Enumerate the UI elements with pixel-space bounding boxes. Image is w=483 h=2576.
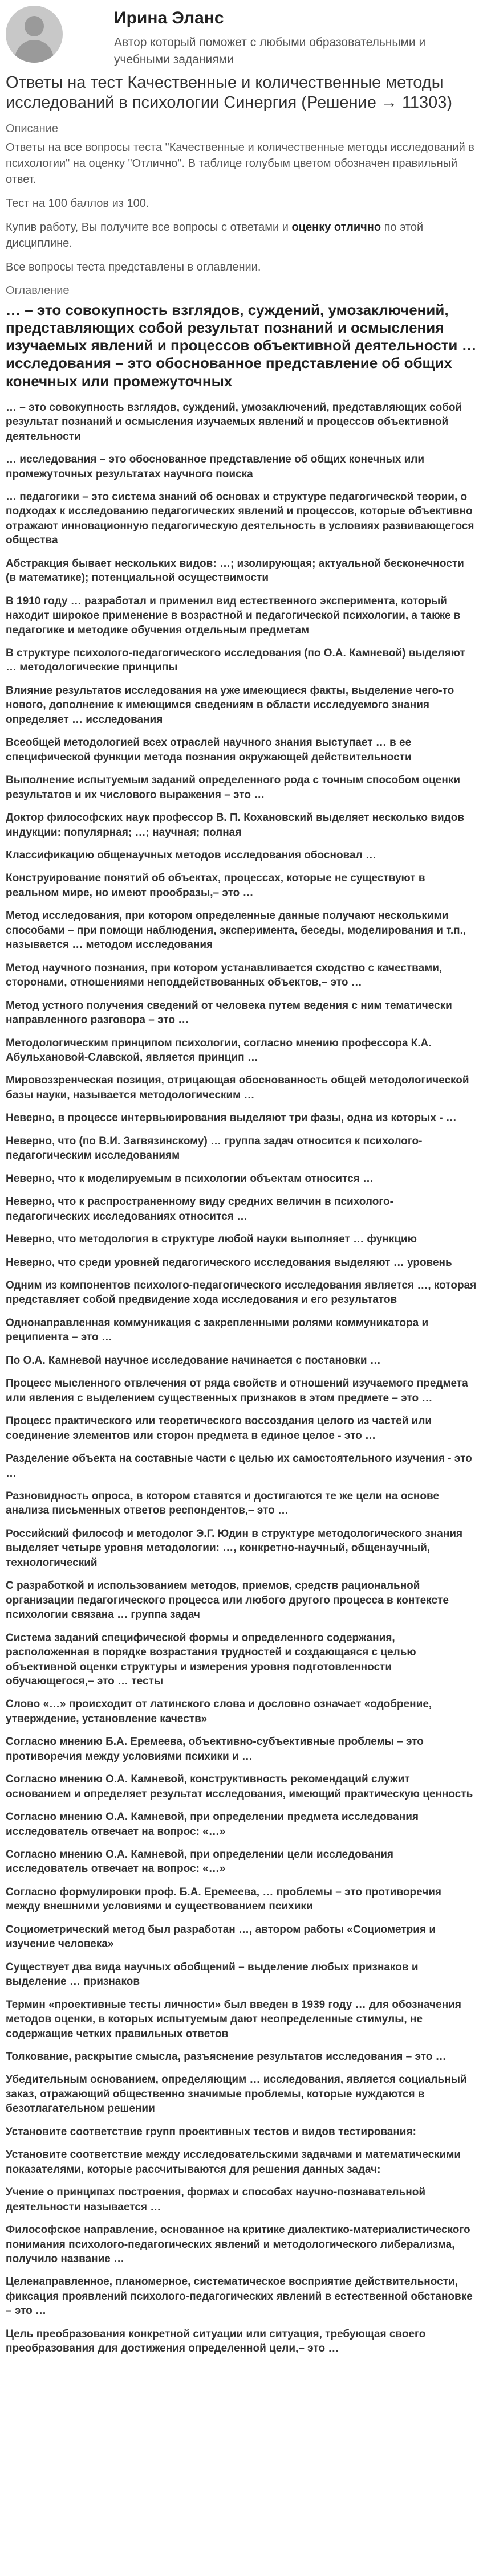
toc-item: Метод исследования, при котором определенные данные получают несколькими способами – при помощи наблюдения, эксперимента, беседы, моделирования и т.п., называется … методом исследования (6, 910, 466, 951)
toc-item: В структуре психолого-педагогического исследования (по О.А. Камневой) выделяют … методологические принципы (6, 647, 465, 674)
toc-item: Всеобщей методологией всех отраслей научного знания выступает … в ее специфической функции метода познания окружающей действительности (6, 737, 412, 763)
toc-item: … педагогики – это система знаний об основах и структуре педагогической теории, о подходах к исследованию педагогических явлений и процессов, которые объективно отражают инновационную педагогическую деятельность в условиях развивающегося общества (6, 490, 474, 547)
toc-item: Социометрический метод был разработан …, автором работы «Социометрия и изучение человека» (6, 1923, 436, 1951)
score-text: Тест на 100 баллов из 100. (6, 197, 149, 210)
toc-item: Классификацию общенаучных методов исследования обосновал … (6, 849, 376, 862)
toc-item: … – это совокупность взглядов, суждений, умозаключений, представляющих собой результат познаний и осмысления изучаемых явлений и процессов объективной деятельности (6, 401, 462, 443)
toc-item: Неверно, что к моделируемым в психологии объектам относится … (6, 1172, 374, 1185)
toc-item: Метод научного познания, при котором устанавливается сходство с качествами, сторонами, отношениями неподдействованных объектов,– это … (6, 962, 443, 989)
toc-item: Российский философ и методолог Э.Г. Юдин в структуре методологического знания выделяет четыре уровня методологии: …, конкретно-научный, общенаучный, технологический (6, 1527, 463, 1569)
purchase-note-prefix: Купив работу, Вы получите все вопросы с ответами и (6, 220, 292, 234)
purchase-note-suffix: по этой дисциплине. (6, 220, 424, 250)
author-description: Автор который поможет с любыми образовательными и учебными заданиями (114, 36, 426, 67)
toc-item: Неверно, что среди уровней педагогического исследования выделяют … уровень (6, 1256, 452, 1269)
table-of-contents (6, 301, 477, 2356)
toc-item: Согласно мнению О.А. Камневой, при определении предмета исследования исследователь отвечает на вопрос: «…» (6, 1811, 419, 1838)
toc-item: … исследования – это обоснованное представление об общих конечных или промежуточных результатах научного поиска (6, 453, 425, 480)
author-info (114, 6, 477, 69)
toc-item: Доктор философских наук профессор В. П. Кохановский выделяет несколько видов индукции: популярная; …; научная; полная (6, 812, 465, 839)
toc-item: Влияние результатов исследования на уже имеющиеся факты, выделение чего-то нового, дополнение к имеющимся сведениям в области исследуемого знания определяет … исследования (6, 684, 454, 726)
page-title: Ответы на тест Качественные и количественные методы исследований в психологии Синергия (Решение → 11303) (6, 73, 453, 112)
toc-item: Одним из компонентов психолого-педагогического исследования является …, которая представляет собой предвидение хода исследования и его результатов (6, 1279, 477, 1306)
toc-item: Метод устного получения сведений от человека путем ведения с ним тематически направленного разговора – это … (6, 999, 452, 1027)
toc-item: Абстракция бывает нескольких видов: …; изолирующая; актуальной бесконечности (в математике); потенциальной осуществимости (6, 557, 464, 584)
toc-item: Толкование, раскрытие смысла, разъяснение результатов исследования – это … (6, 2051, 447, 2063)
toc-label: Оглавление (6, 284, 70, 297)
toc-item: Однонаправленная коммуникация с закрепленными ролями коммуникатора и реципиента – это … (6, 1316, 429, 1344)
purchase-note-bold: оценку отлично (291, 220, 381, 234)
toc-item: Философское направление, основанное на критике диалектико-материалистического понимания психолого-педагогических явлений и методологического либерализма, получило название … (6, 2224, 470, 2265)
toc-item: Неверно, что к распространенному виду средних величин в психолого-педагогических исследованиях относится … (6, 1196, 393, 1222)
toc-item: С разработкой и использованием методов, приемов, средств рациональной организации педагогического процесса или любого другого процесса в контексте психологии связана … группа задач (6, 1580, 449, 1621)
avatar-placeholder-body (15, 40, 54, 63)
toc-item: Разновидность опроса, в котором ставятся и достигаются те же цели на основе анализа письменных ответов респондентов,– это … (6, 1490, 440, 1517)
toc-item: Методологическим принципом психологии, согласно мнению профессора К.А. Абульхановой-Славской, является принцип … (6, 1037, 432, 1064)
toc-note: Все вопросы теста представлены в оглавлении. (6, 260, 261, 273)
toc-item: По О.А. Камневой научное исследование начинается с постановки … (6, 1354, 381, 1367)
description-label: Описание (6, 122, 59, 135)
toc-item: Система заданий специфической формы и определенного содержания, расположенная в порядке возрастания трудностей и создающаяся с целью объективной оценки структуры и измерения уровня подготовленности обучающегося,– это … тесты (6, 1632, 416, 1687)
toc-item: … – это совокупность взглядов, суждений, умозаключений, представляющих собой результат познаний и осмысления изучаемых явлений и процессов объективной деятельности … исследования – это обоснованное представление об общих конечных или промежуточных (6, 301, 477, 390)
author-card (6, 6, 477, 73)
toc-item: Существует два вида научных обобщений – выделение любых признаков и выделение … признаков (6, 1961, 419, 1988)
toc-item: Слово «…» происходит от латинского слова и дословно означает «одобрение, утверждение, установление качеств» (6, 1698, 432, 1725)
toc-item: Процесс мысленного отвлечения от ряда свойств и отношений изучаемого предмета или явления с выделением существенных признаков в этом предмете – это … (6, 1377, 468, 1404)
avatar-placeholder-head (25, 16, 44, 36)
toc-item: Термин «проективные тесты личности» был введен в 1939 году … для обозначения методов оценки, в которых испытуемым дают неопределенные стимулы, не содержащие четких правильных ответов (6, 1998, 461, 2040)
toc-item: Неверно, что методология в структуре любой науки выполняет … функцию (6, 1233, 417, 1246)
toc-item: Согласно формулировки проф. Б.А. Еремеева, … проблемы – это противоречия между внешними условиями и существованием психики (6, 1886, 442, 1913)
toc-item: Согласно мнению О.А. Камневой, при определении цели исследования исследователь отвечает на вопрос: «…» (6, 1849, 394, 1875)
toc-item: Целенаправленное, планомерное, систематическое восприятие действительности, фиксация проявлений психолого-педагогических явлений в естественной обстановке – это … (6, 2276, 473, 2317)
author-name[interactable]: Ирина Эланс (114, 9, 224, 27)
toc-item: В 1910 году … разработал и применил вид естественного эксперимента, который находит широкое применение в возрастной и педагогической психологии, а также в педагогике и методике обучения отдельным предметам (6, 595, 461, 636)
toc-item: Согласно мнению Б.А. Еремеева, объективно-субъективные проблемы – это противоречия между условиями психики и … (6, 1736, 424, 1763)
purchase-note (6, 219, 477, 251)
toc-item: Процесс практического или теоретического воссоздания целого из частей или соединение элементов или сторон предмета в единое целое - это … (6, 1415, 432, 1442)
description-text: Ответы на все вопросы теста "Качественные и количественные методы исследований в психологии" на оценку "Отлично". В таблице голубым цветом обозначен правильный ответ. (6, 141, 474, 186)
toc-item: Установите соответствие групп проективных тестов и видов тестирования: (6, 2125, 416, 2138)
toc-item: Разделение объекта на составные части с целью их самостоятельного изучения - это … (6, 1453, 472, 1479)
toc-item: Мировоззренческая позиция, отрицающая обоснованность общей методологической базы науки, называется методологическим … (6, 1074, 469, 1101)
toc-item: Учение о принципах построения, формах и способах научно-познавательной деятельности называется … (6, 2186, 426, 2213)
toc-item: Выполнение испытуемым заданий определенного рода с точным способом оценки результатов и их числового выражения – это … (6, 774, 461, 801)
toc-item: Цель преобразования конкретной ситуации или ситуация, требующая своего преобразования для достижения определенной цели,– это … (6, 2328, 426, 2355)
toc-item: Конструирование понятий об объектах, процессах, которые не существуют в реальном мире, но имеют прообразы,– это … (6, 872, 425, 899)
author-avatar[interactable] (6, 6, 63, 63)
toc-item: Неверно, в процессе интервьюирования выделяют три фазы, одна из которых - … (6, 1112, 457, 1125)
toc-item: Согласно мнению О.А. Камневой, конструктивность рекомендаций служит основанием и определяет результат исследования, имеющий практическую ценность (6, 1773, 473, 1800)
toc-item: Установите соответствие между исследовательскими задачами и математическими показателями, которые рассчитываются для решения данных задач: (6, 2149, 461, 2176)
toc-item: Убедительным основанием, определяющим … исследования, является социальный заказ, отражающий общественно значимые проблемы, которые нуждаются в безотлагательном решении (6, 2074, 467, 2115)
toc-item: Неверно, что (по В.И. Загвязинскому) … группа задач относится к психолого-педагогическим исследованиям (6, 1135, 423, 1162)
